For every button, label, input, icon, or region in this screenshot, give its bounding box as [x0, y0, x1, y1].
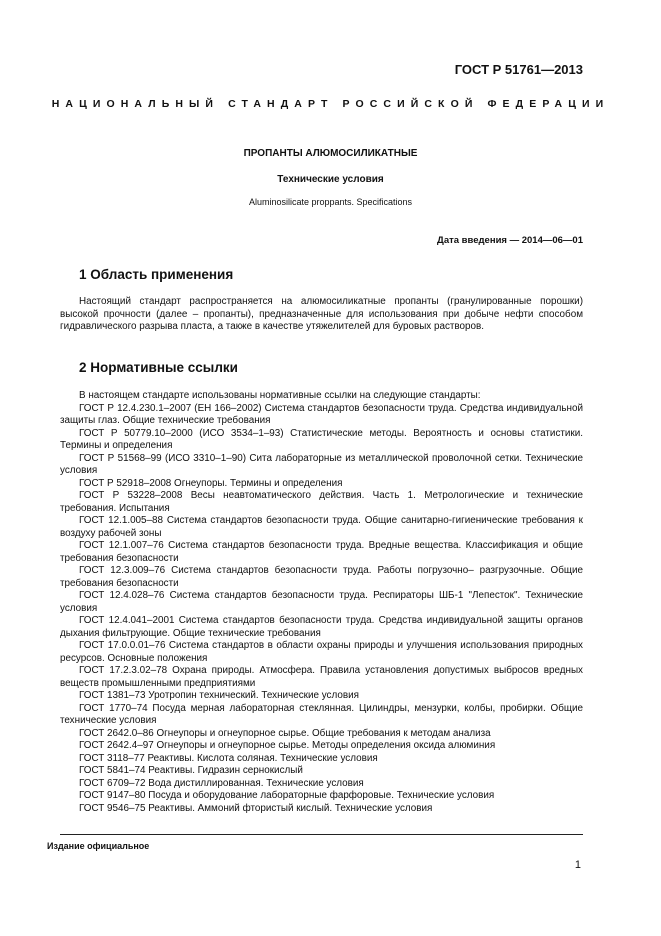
reference-item: ГОСТ 12.1.005–88 Система стандартов безопасности труда. Общие санитарно-гигиенические требования к воздуху рабочей зоны — [60, 515, 583, 539]
introduction-date: Дата введения — 2014—06—01 — [437, 235, 583, 246]
reference-intro: В настоящем стандарте использованы нормативные ссылки на следующие стандарты: — [79, 390, 481, 401]
reference-item: ГОСТ Р 53228–2008 Весы неавтоматического действия. Часть 1. Метрологические и технические требования. Испытания — [60, 490, 583, 514]
page-number: 1 — [574, 859, 581, 871]
official-edition-note: Издание официальное — [47, 841, 150, 851]
reference-item: ГОСТ 3118–77 Реактивы. Кислота соляная. Технические условия — [79, 752, 378, 764]
reference-item: ГОСТ 17.2.3.02–78 Охрана природы. Атмосфера. Правила установления допустимых выбросов вредных веществ промышленными предприятиями — [60, 665, 583, 689]
reference-item: ГОСТ 12.1.007–76 Система стандартов безопасности труда. Вредные вещества. Классификация и общие требования безопасности — [60, 540, 583, 564]
document-subtitle-english: Aluminosilicate proppants. Specifications — [248, 197, 413, 207]
document-title: ПРОПАНТЫ АЛЮМОСИЛИКАТНЫЕ — [243, 148, 418, 159]
reference-item: ГОСТ 1381–73 Уротропин технический. Технические условия — [79, 690, 359, 701]
section-1-heading: 1 Область применения — [79, 267, 234, 282]
reference-item: ГОСТ Р 12.4.230.1–2007 (ЕН 166–2002) Система стандартов безопасности труда. Средства индивидуальной защиты глаз. Общие технические требования — [60, 402, 583, 426]
section-2-reference-list — [60, 390, 583, 815]
section-1-body — [60, 296, 583, 334]
reference-item: ГОСТ 17.0.0.01–76 Система стандартов в области охраны природы и улучшения использования природных ресурсов. Основные положения — [60, 640, 583, 664]
section-1-heading-block — [60, 269, 583, 282]
section-1-paragraph: Настоящий стандарт распространяется на алюмосиликатные пропанты (гранулированные порошки) высокой прочности (далее – пропанты), предназначенные для использования при добыче нефти способом гидравлического разрыва пласта, а также в качестве утяжелителей для буровых растворов. — [60, 296, 583, 332]
section-2-heading-block — [60, 362, 583, 375]
document-subtitle: Технические условия — [277, 174, 384, 185]
reference-item: ГОСТ 12.4.028–76 Система стандартов безопасности труда. Респираторы ШБ-1 "Лепесток". Технические условия — [60, 590, 583, 614]
reference-item: ГОСТ 2642.4–97 Огнеупоры и огнеупорное сырье. Методы определения оксида алюминия — [79, 740, 496, 751]
reference-item: ГОСТ 2642.0–86 Огнеупоры и огнеупорное сырье. Общие требования к методам анализа — [79, 727, 491, 739]
reference-item: ГОСТ 5841–74 Реактивы. Гидразин сернокислый — [79, 765, 303, 776]
reference-item: ГОСТ 12.4.041–2001 Система стандартов безопасности труда. Средства индивидуальной защиты органов дыхания фильтрующие. Общие технические требования — [60, 615, 583, 639]
reference-item: ГОСТ 6709–72 Вода дистиллированная. Технические условия — [79, 777, 364, 789]
reference-item: ГОСТ Р 50779.10–2000 (ИСО 3534–1–93) Статистические методы. Вероятность и основы статистики. Термины и определения — [60, 427, 583, 451]
reference-item: ГОСТ 9546–75 Реактивы. Аммоний фтористый кислый. Технические условия — [79, 802, 433, 814]
document-code: ГОСТ Р 51761—2013 — [454, 62, 583, 77]
reference-item: ГОСТ Р 52918–2008 Огнеупоры. Термины и определения — [79, 477, 343, 489]
reference-item: ГОСТ Р 51568–99 (ИСО 3310–1–90) Сита лабораторные из металлической проволочной сетки. Технические условия — [60, 452, 583, 476]
reference-item: ГОСТ 12.3.009–76 Система стандартов безопасности труда. Работы погрузочно– разгрузочные. Общие требования безопасности — [60, 565, 583, 589]
national-standard-banner: НАЦИОНАЛЬНЫЙ СТАНДАРТ РОССИЙСКОЙ ФЕДЕРАЦИИ — [51, 98, 610, 110]
footer-divider — [60, 834, 583, 835]
section-2-heading: 2 Нормативные ссылки — [79, 360, 238, 375]
reference-item: ГОСТ 1770–74 Посуда мерная лабораторная стеклянная. Цилиндры, мензурки, колбы, пробирки. Общие технические условия — [60, 702, 583, 726]
reference-item: ГОСТ 9147–80 Посуда и оборудование лабораторные фарфоровые. Технические условия — [79, 790, 495, 801]
